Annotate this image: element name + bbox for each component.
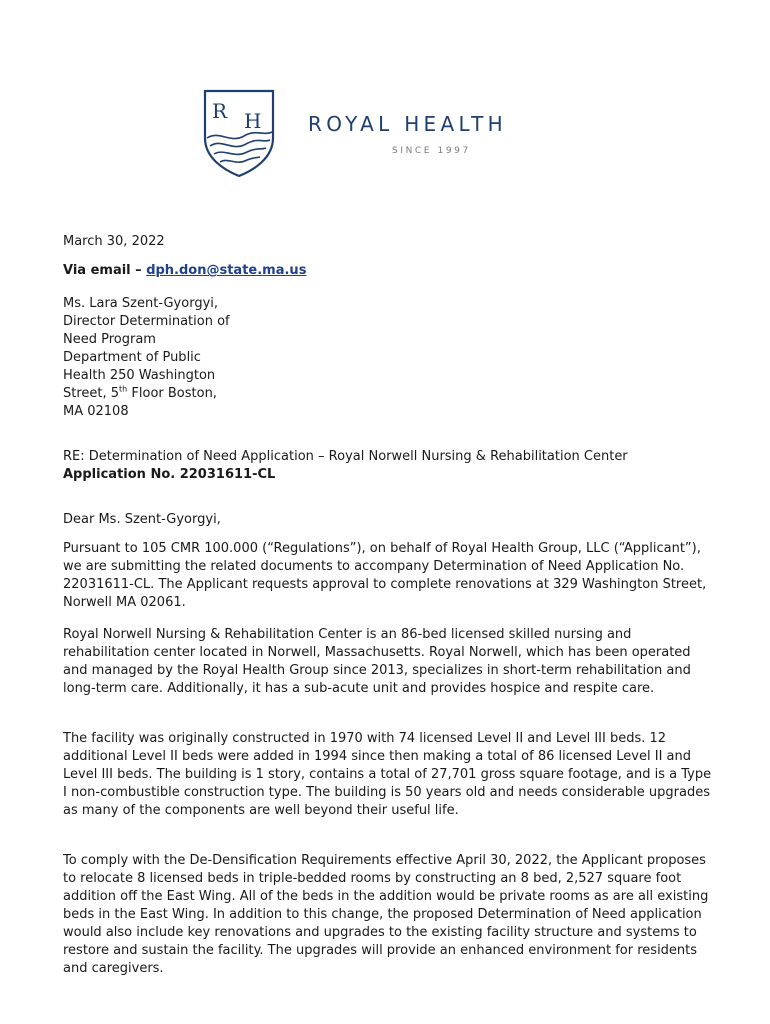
body-paragraph: Pursuant to 105 CMR 100.000 (“Regulations”), on behalf of Royal Health Group, LLC (“Applicant”), we are submitting the related documents to accompany Determination of Need Application No. 22031611-CL. The Applicant requests approval to complete renovations at 329 Washington Street, Norwell MA 02061. <box>63 541 707 610</box>
via-email-prefix: Via email – <box>63 263 147 278</box>
address-line: Director Determination of <box>63 314 230 329</box>
recipient-email-link[interactable]: dph.don@state.ma.us <box>146 263 307 278</box>
address-line: Department of Public <box>63 350 201 365</box>
address-line: Health 250 Washington <box>63 368 216 383</box>
brand-since-tagline: SINCE 1997 <box>392 146 471 156</box>
address-line: Need Program <box>63 332 156 347</box>
recipient-address-block <box>63 295 713 421</box>
royal-health-shield-logo <box>202 88 276 178</box>
salutation: Dear Ms. Szent-Gyorgyi, <box>63 512 221 527</box>
logo-initial-h: H <box>244 109 262 133</box>
brand-name: ROYAL HEALTH <box>308 112 507 136</box>
body-paragraph: Royal Norwell Nursing & Rehabilitation Center is an 86-bed licensed skilled nursing and rehabilitation center located in Norwell, Massachusetts. Royal Norwell, which has been operated and managed by the Royal Health Group since 2013, specializes in short-term rehabilitation and long-term care. Additionally, it has a sub-acute unit and provides hospice and respite care. <box>63 627 691 696</box>
address-line: Ms. Lara Szent-Gyorgyi, <box>63 296 219 311</box>
logo-initial-r: R <box>212 99 228 123</box>
application-number: Application No. 22031611-CL <box>63 467 276 482</box>
via-email-line <box>63 262 713 280</box>
letter-date: March 30, 2022 <box>63 234 165 249</box>
body-paragraph: The facility was originally constructed in 1970 with 74 licensed Level II and Level III beds. 12 additional Level II beds were added in 1994 since then making a total of 86 licensed Level II and Level III beds. The building is 1 story, contains a total of 27,701 gross square footage, and is a Type I non-combustible construction type. The building is 50 years old and needs considerable upgrades as many of the components are well beyond their useful life. <box>63 731 712 818</box>
address-line: Street, 5th Floor Boston, <box>63 384 217 401</box>
body-paragraph: To comply with the De-Densification Requirements effective April 30, 2022, the Applicant proposes to relocate 8 licensed beds in triple-bedded rooms by constructing an 8 bed, 2,527 square foot addition off the East Wing. All of the beds in the addition would be private rooms as are all existing beds in the East Wing. In addition to this change, the proposed Determination of Need application would also include key renovations and upgrades to the existing facility structure and systems to restore and sustain the facility. The upgrades will provide an enhanced environment for residents and caregivers. <box>63 853 709 976</box>
subject-line: RE: Determination of Need Application – Royal Norwell Nursing & Rehabilitation Center <box>63 449 628 464</box>
letterhead <box>202 88 582 178</box>
address-line: MA 02108 <box>63 404 129 419</box>
subject-block <box>63 448 713 484</box>
